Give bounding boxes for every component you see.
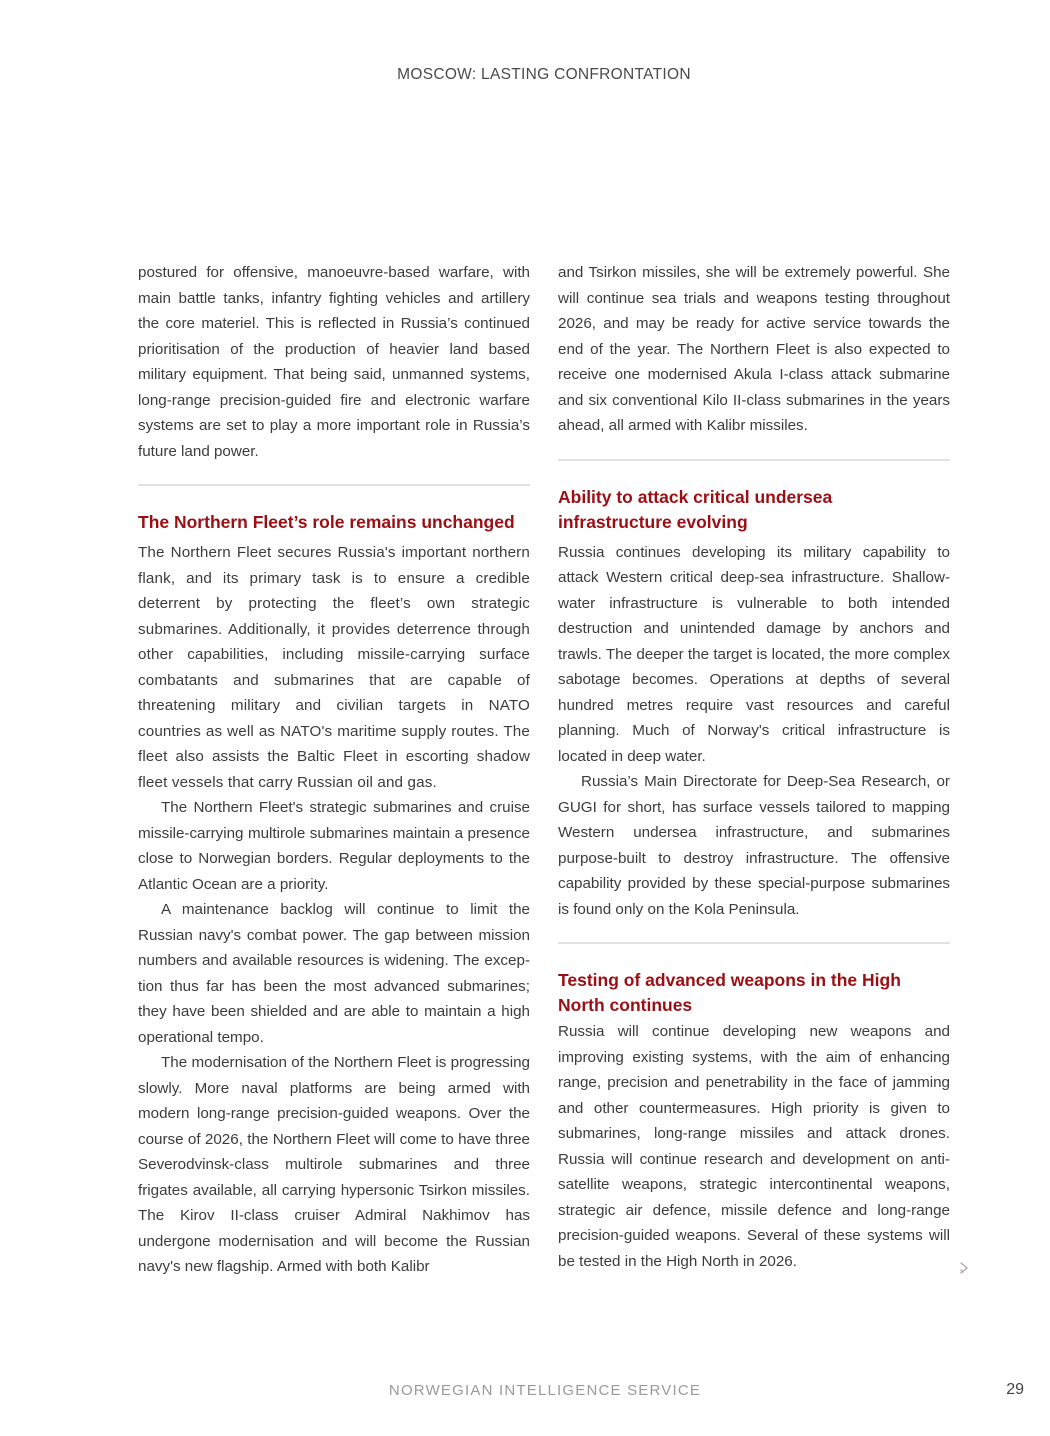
section-heading-northern-fleet: The Northern Fleet’s role remains unchanged (138, 512, 515, 532)
section-divider (558, 942, 950, 944)
body-paragraph: The Northern Fleet's strategic submarines and cruise missile-carrying multirole submarines maintain a presence close to Norwegian borders. Regular deployments to the Atlantic Ocean are a priority. (138, 799, 530, 893)
body-paragraph: The modernisation of the Northern Fleet is progressing slowly. More naval platforms are being armed with modern long-range precision-guided weapons. Over the course of 2026, the Northern Fleet will come to have three Severodvinsk-class multirole submarines and three frigates available, all carrying hypersonic Tsirkon missiles. The Kirov II-class cruiser Admiral Nakhimov has undergone modernisation and will become the Russian navy's new flagship. Armed with both Kalibr (138, 1054, 530, 1275)
section-heading-weapons: Testing of advanced weapons in the High North continues (558, 970, 901, 1015)
body-paragraph: Russia will continue developing new weapons and improving existing systems, with the aim of enhancing range, precision and penetrability in the face of jamming and other countermeasures. High priority is given to submarines, long-range missiles and attack drones. Russia will continue research and development on anti-satellite weapons, strategic intercontinental weapons, strategic air defence, missile defence and long-range precision-guided weapons. Several of these systems will be tested in the High North in 2026. (558, 1023, 950, 1270)
continued-paragraph: and Tsirkon missiles, she will be extremely powerful. She will continue sea trials and weapons testing throughout 2026, and may be ready for active service towards the end of the year. The Northern Fleet is also expected to receive one modernised Akula I-class attack submarine and six conventional Kilo II-class submarines in the years ahead, all armed with Kalibr missiles. (558, 264, 950, 434)
footer-publisher: NORWEGIAN INTELLIGENCE SERVICE (388, 1382, 702, 1399)
body-paragraph: A maintenance backlog will continue to limit the Russian navy's combat power. The gap between mission numbers and available resources is widening. The exception thus far has been the most advanced submarines; they have been shielded and are able to maintain a high operational tempo. (138, 901, 530, 1046)
page-number: 29 (1006, 1381, 1024, 1398)
section-heading-undersea: Ability to attack critical undersea infrastructure evolving (558, 486, 833, 532)
intro-paragraph: postured for offensive, manoeuvre-based warfare, with main battle tanks, infantry fighting vehicles and artillery the core materiel. This is reflected in Russia’s continued prioritisation of the production of heavier land based military equipment. That being said, unmanned systems, long-range precision-guided fire and electronic warfare systems are set to play a more important role in Russia’s future land power. (138, 264, 530, 460)
body-paragraph: Russia continues developing its military capability to attack Western critical deep-sea infrastructure. Shallow-water infrastructure is vulnerable to both intended destruction and unintended damage by anchors and trawls. The deeper the target is located, the more complex sabotage becomes. Operations at depths of several hundred metres require vast resources and careful planning. Much of Norway's critical infrastructure is located in deep water. (558, 543, 950, 765)
section-divider (138, 484, 530, 486)
body-paragraph: The Northern Fleet secures Russia's important northern flank, and its primary task is to ensure a credible deterrent by protecting the fleet’s own strategic submarines. Additionally, it provides deterrence through other capabilities, including missile-carrying surface combatants and submarines that are capable of threatening military and civilian targets in NATO countries as well as NATO's maritime supply routes. The fleet also assists the Baltic Fleet in escorting shadow fleet vessels that carry Russian oil and gas. (138, 544, 530, 791)
right-column (558, 260, 950, 1274)
arrow-right-icon (956, 1260, 972, 1276)
body-paragraph: Russia’s Main Directorate for Deep-Sea Research, or GUGI for short, has surface vessels tailored to mapping Western undersea infrastructure, and submarines purpose-built to destroy infrastructure. The offensive capability provided by these special-purpose submarines is found only on the Kola Peninsula. (558, 773, 950, 918)
left-column (138, 260, 530, 1280)
running-header: MOSCOW: LASTING CONFRONTATION (397, 66, 691, 83)
section-divider (558, 459, 950, 461)
